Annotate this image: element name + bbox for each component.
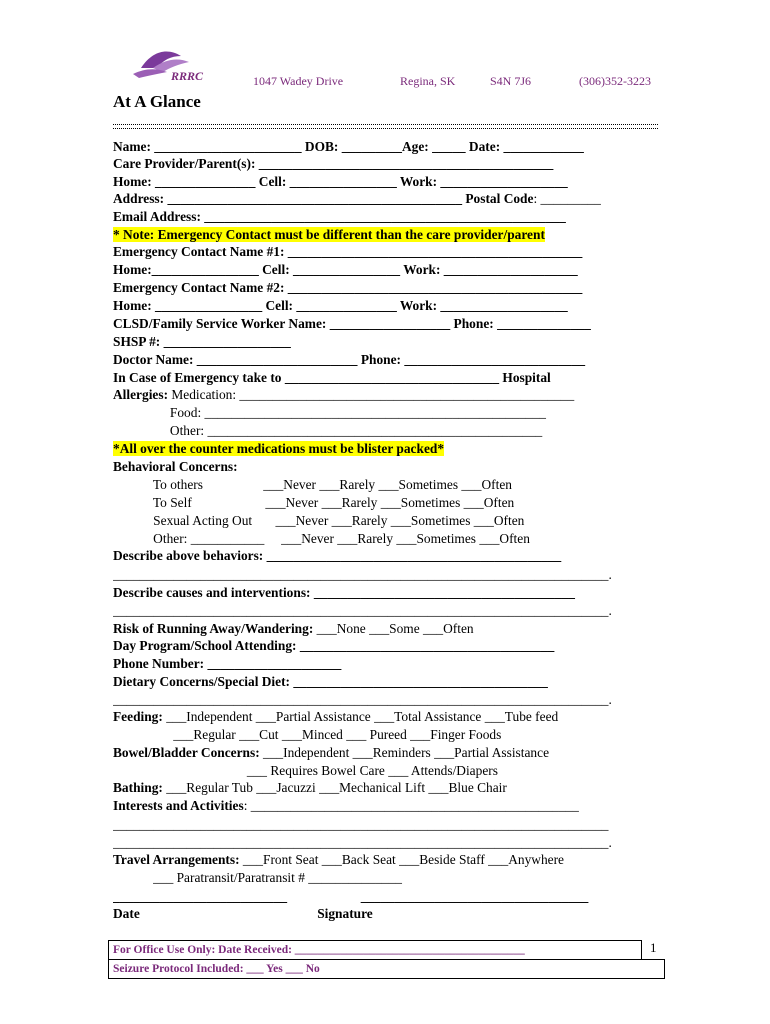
form-line: Emergency Contact Name #1: ____________________________________________	[113, 244, 583, 259]
rrrc-logo	[123, 46, 223, 88]
form-line: To others ___Never ___Rarely ___Sometimes ___Often	[113, 477, 512, 492]
form-line: __________________________________________________________________________.	[113, 603, 612, 618]
form-line: Bowel/Bladder Concerns: ___Independent ___Reminders ___Partial Assistance	[113, 745, 550, 760]
address-phone: (306)352-3223	[579, 74, 651, 88]
form-line: __________________________________________________________________________.	[113, 835, 612, 850]
form-line: Doctor Name: ________________________ Phone: ___________________________	[113, 352, 586, 367]
form-line: Care Provider/Parent(s): ____________________________________________	[113, 156, 554, 171]
form-line: __________________________________________________________________________.	[113, 692, 612, 707]
form-line: Allergies: Medication: __________________________________________________	[113, 387, 575, 402]
office-date-received: For Office Use Only: Date Received: ________________________________________	[113, 944, 525, 956]
form-line: *All over the counter medications must be blister packed*	[113, 441, 445, 456]
form-line: Feeding: ___Independent ___Partial Assistance ___Total Assistance ___Tube feed	[113, 709, 559, 724]
form-line: __________________________________________________________________________	[113, 817, 609, 832]
letterhead	[113, 46, 658, 96]
form-line: Phone Number: ____________________	[113, 656, 342, 671]
form-line: Food: ___________________________________________________	[113, 405, 546, 420]
form-line: Sexual Acting Out ___Never ___Rarely ___Sometimes ___Often	[113, 513, 525, 528]
form-line: To Self ___Never ___Rarely ___Sometimes ___Often	[113, 495, 515, 510]
form-line: SHSP #: ___________________	[113, 334, 291, 349]
title-divider	[113, 124, 658, 129]
form-line: Describe above behaviors: ____________________________________________	[113, 548, 562, 563]
form-line: Risk of Running Away/Wandering: ___None ___Some ___Often	[113, 621, 474, 636]
form-line: Describe causes and interventions: _______________________________________	[113, 585, 575, 600]
form-line: ___Regular ___Cut ___Minced ___ Pureed ___Finger Foods	[113, 727, 502, 742]
page-number: 1	[650, 940, 657, 955]
form-line: Home:________________ Cell: ________________ Work: ____________________	[113, 262, 578, 277]
seizure-protocol-box	[108, 959, 665, 979]
form-line: Home: ________________ Cell: _______________ Work: ___________________	[113, 298, 568, 313]
form-line: Interests and Activities: _________________________________________________	[113, 798, 579, 813]
seizure-protocol-line: Seizure Protocol Included: ___ Yes ___ No	[113, 963, 320, 975]
form-line: ___ Requires Bowel Care ___ Attends/Diapers	[113, 763, 498, 778]
address-street: 1047 Wadey Drive	[253, 74, 344, 88]
form-line: Home: _______________ Cell: ________________ Work: ___________________	[113, 174, 568, 189]
form-line: Bathing: ___Regular Tub ___Jacuzzi ___Mechanical Lift ___Blue Chair	[113, 780, 507, 795]
address-city: Regina, SK	[400, 74, 456, 88]
form-line: Behavioral Concerns:	[113, 459, 238, 474]
form-line: Other: __________________________________________________	[113, 423, 543, 438]
address-postal: S4N 7J6	[490, 74, 532, 88]
office-use-box	[108, 940, 642, 959]
form-line: __________________________________________________________________________.	[113, 567, 612, 582]
form-line: In Case of Emergency take to ________________________________ Hospital	[113, 370, 551, 385]
form-line: Other: ___________ ___Never ___Rarely ___Sometimes ___Often	[113, 531, 530, 546]
form-line: Name: ______________________ DOB: _________Age: _____ Date: ____________	[113, 139, 584, 154]
form-line: __________________________ __________________________________	[113, 889, 589, 904]
form-line: Date Signature	[113, 906, 373, 921]
form-line: ___ Paratransit/Paratransit # ______________	[113, 870, 402, 885]
form-line: Emergency Contact Name #2: ____________________________________________	[113, 280, 583, 295]
form-line: Address: ____________________________________________ Postal Code: _________	[113, 191, 601, 206]
page-title: At A Glance	[113, 92, 201, 111]
form-line: CLSD/Family Service Worker Name: __________________ Phone: ______________	[113, 316, 591, 331]
form-line: Dietary Concerns/Special Diet: ______________________________________	[113, 674, 548, 689]
form-line: Day Program/School Attending: ______________________________________	[113, 638, 555, 653]
form-line: Email Address: ______________________________________________________	[113, 209, 566, 224]
form-line: Travel Arrangements: ___Front Seat ___Back Seat ___Beside Staff ___Anywhere	[113, 852, 564, 867]
logo-text: RRRC	[171, 69, 204, 83]
form-line: * Note: Emergency Contact must be different than the care provider/parent	[113, 227, 545, 242]
